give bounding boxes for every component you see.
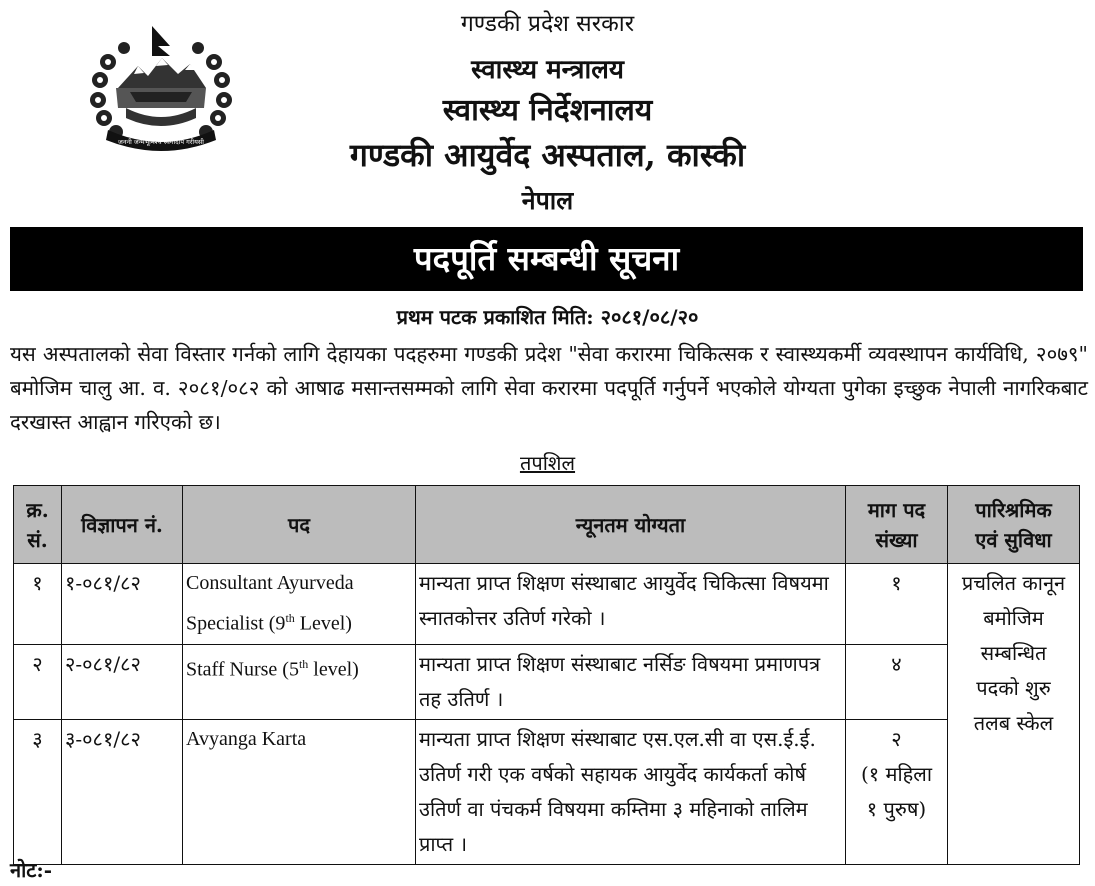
- benefit-cell: [948, 564, 1080, 865]
- row3-demand-detail1: (१ महिला: [860, 761, 933, 786]
- row3-serial: ३: [14, 719, 62, 864]
- row2-post-sup: th: [298, 656, 309, 671]
- row2-qualification: मान्यता प्राप्त शिक्षण संस्थाबाट नर्सिङ विषयमा प्रमाणपत्र तह उतिर्ण ।: [416, 644, 846, 719]
- details-heading-text: तपशिल: [519, 451, 576, 475]
- row1-post-line2-pre: Specialist (9: [186, 612, 286, 635]
- vacancy-table: [13, 485, 1080, 865]
- benefit-line1: प्रचलित कानून: [961, 571, 1066, 595]
- table-row: [14, 719, 1080, 864]
- header-post: पद: [183, 486, 416, 564]
- header-benefit: [948, 486, 1080, 564]
- header-province-government: गण्डकी प्रदेश सरकार: [460, 11, 635, 37]
- header-directorate: स्वास्थ्य निर्देशनालय: [442, 93, 653, 128]
- header-ministry: स्वास्थ्य मन्त्रालय: [471, 55, 624, 85]
- row2-post-pre: Staff Nurse (5: [186, 658, 299, 681]
- row3-ad-number: ३-०८१/८२: [62, 719, 183, 864]
- row3-demand: [846, 719, 948, 864]
- header-qualification: न्यूनतम योग्यता: [416, 486, 846, 564]
- header-demand-count: [846, 486, 948, 564]
- row2-serial: २: [14, 644, 62, 719]
- row2-demand: ४: [846, 644, 948, 719]
- table-row: [14, 644, 1080, 719]
- intro-paragraph: यस अस्पतालको सेवा विस्तार गर्नको लागि देहायका पदहरुमा गण्डकी प्रदेश "सेवा करारमा चिकित्सक र स्वास्थ्यकर्मी व्यवस्थापन कार्यविधि, २०७९" बमोजिम चालु आ. व. २०८१/०८२ को आषाढ मसान्तसम्मको लागि सेवा करारमा पदपूर्ति गर्नुपर्ने भएकोले योग्यता पुगेका इच्छुक नेपाली नागरिकबाट दरखास्त आह्वान गरिएको छ।: [10, 342, 1088, 434]
- row1-post-line2-sup: th: [285, 611, 295, 625]
- row1-post-line1: Consultant Ayurveda: [186, 572, 354, 594]
- published-date: प्रथम पटक प्रकाशित मिति: २०८१/०८/२०: [396, 305, 699, 329]
- header-country: नेपाल: [521, 186, 574, 215]
- table-row: [14, 564, 1080, 645]
- row3-demand-detail2: १ पुरुष): [866, 796, 927, 821]
- row2-ad-number: २-०८१/८२: [62, 644, 183, 719]
- emblem-motto: जननी जन्मभूमिश्च स्वर्गादपि गरीयसी: [118, 138, 204, 146]
- notice-title-banner: पदपूर्ति सम्बन्धी सूचना: [10, 227, 1083, 291]
- header-benefit-line2: एवं सुविधा: [975, 527, 1052, 552]
- row1-demand: १: [846, 564, 948, 645]
- row1-ad-number: १-०८१/८२: [62, 564, 183, 645]
- row3-post: Avyanga Karta: [183, 719, 416, 864]
- details-heading: [0, 449, 1095, 476]
- row3-demand-count: २: [891, 726, 902, 751]
- header-demand-line1: माग पद: [867, 497, 926, 522]
- benefit-line2: बमोजिम: [983, 606, 1044, 630]
- benefit-line5: तलब स्केल: [973, 711, 1054, 735]
- header-hospital-name: गण्डकी आयुर्वेद अस्पताल, कास्की: [349, 136, 746, 174]
- header-benefit-line1: पारिश्रमिक: [975, 497, 1052, 522]
- row2-post-post: level): [308, 658, 359, 681]
- row2-post: [183, 644, 416, 719]
- table-header-row: [14, 486, 1080, 564]
- benefit-line4: पदको शुरु: [976, 676, 1051, 700]
- header-serial: क्र. सं.: [14, 486, 62, 564]
- note-label: नोट:-: [10, 858, 53, 882]
- header-ad-number: विज्ञापन नं.: [62, 486, 183, 564]
- row1-serial: १: [14, 564, 62, 645]
- row3-qualification: मान्यता प्राप्त शिक्षण संस्थाबाट एस.एल.सी वा एस.ई.ई. उतिर्ण गरी एक वर्षको सहायक आयुर्वेद कार्यकर्ता कोर्ष उतिर्ण वा पंचकर्म विषयमा कम्तिमा ३ महिनाको तालिम प्राप्त ।: [416, 719, 846, 864]
- benefit-line3: सम्बन्धित: [980, 641, 1047, 665]
- header-demand-line2: संख्या: [875, 527, 918, 552]
- row1-qualification: मान्यता प्राप्त शिक्षण संस्थाबाट आयुर्वेद चिकित्सा विषयमा स्नातकोत्तर उतिर्ण गरेको ।: [416, 564, 846, 645]
- row1-post-line2-post: Level): [294, 612, 352, 635]
- row1-post: [183, 564, 416, 645]
